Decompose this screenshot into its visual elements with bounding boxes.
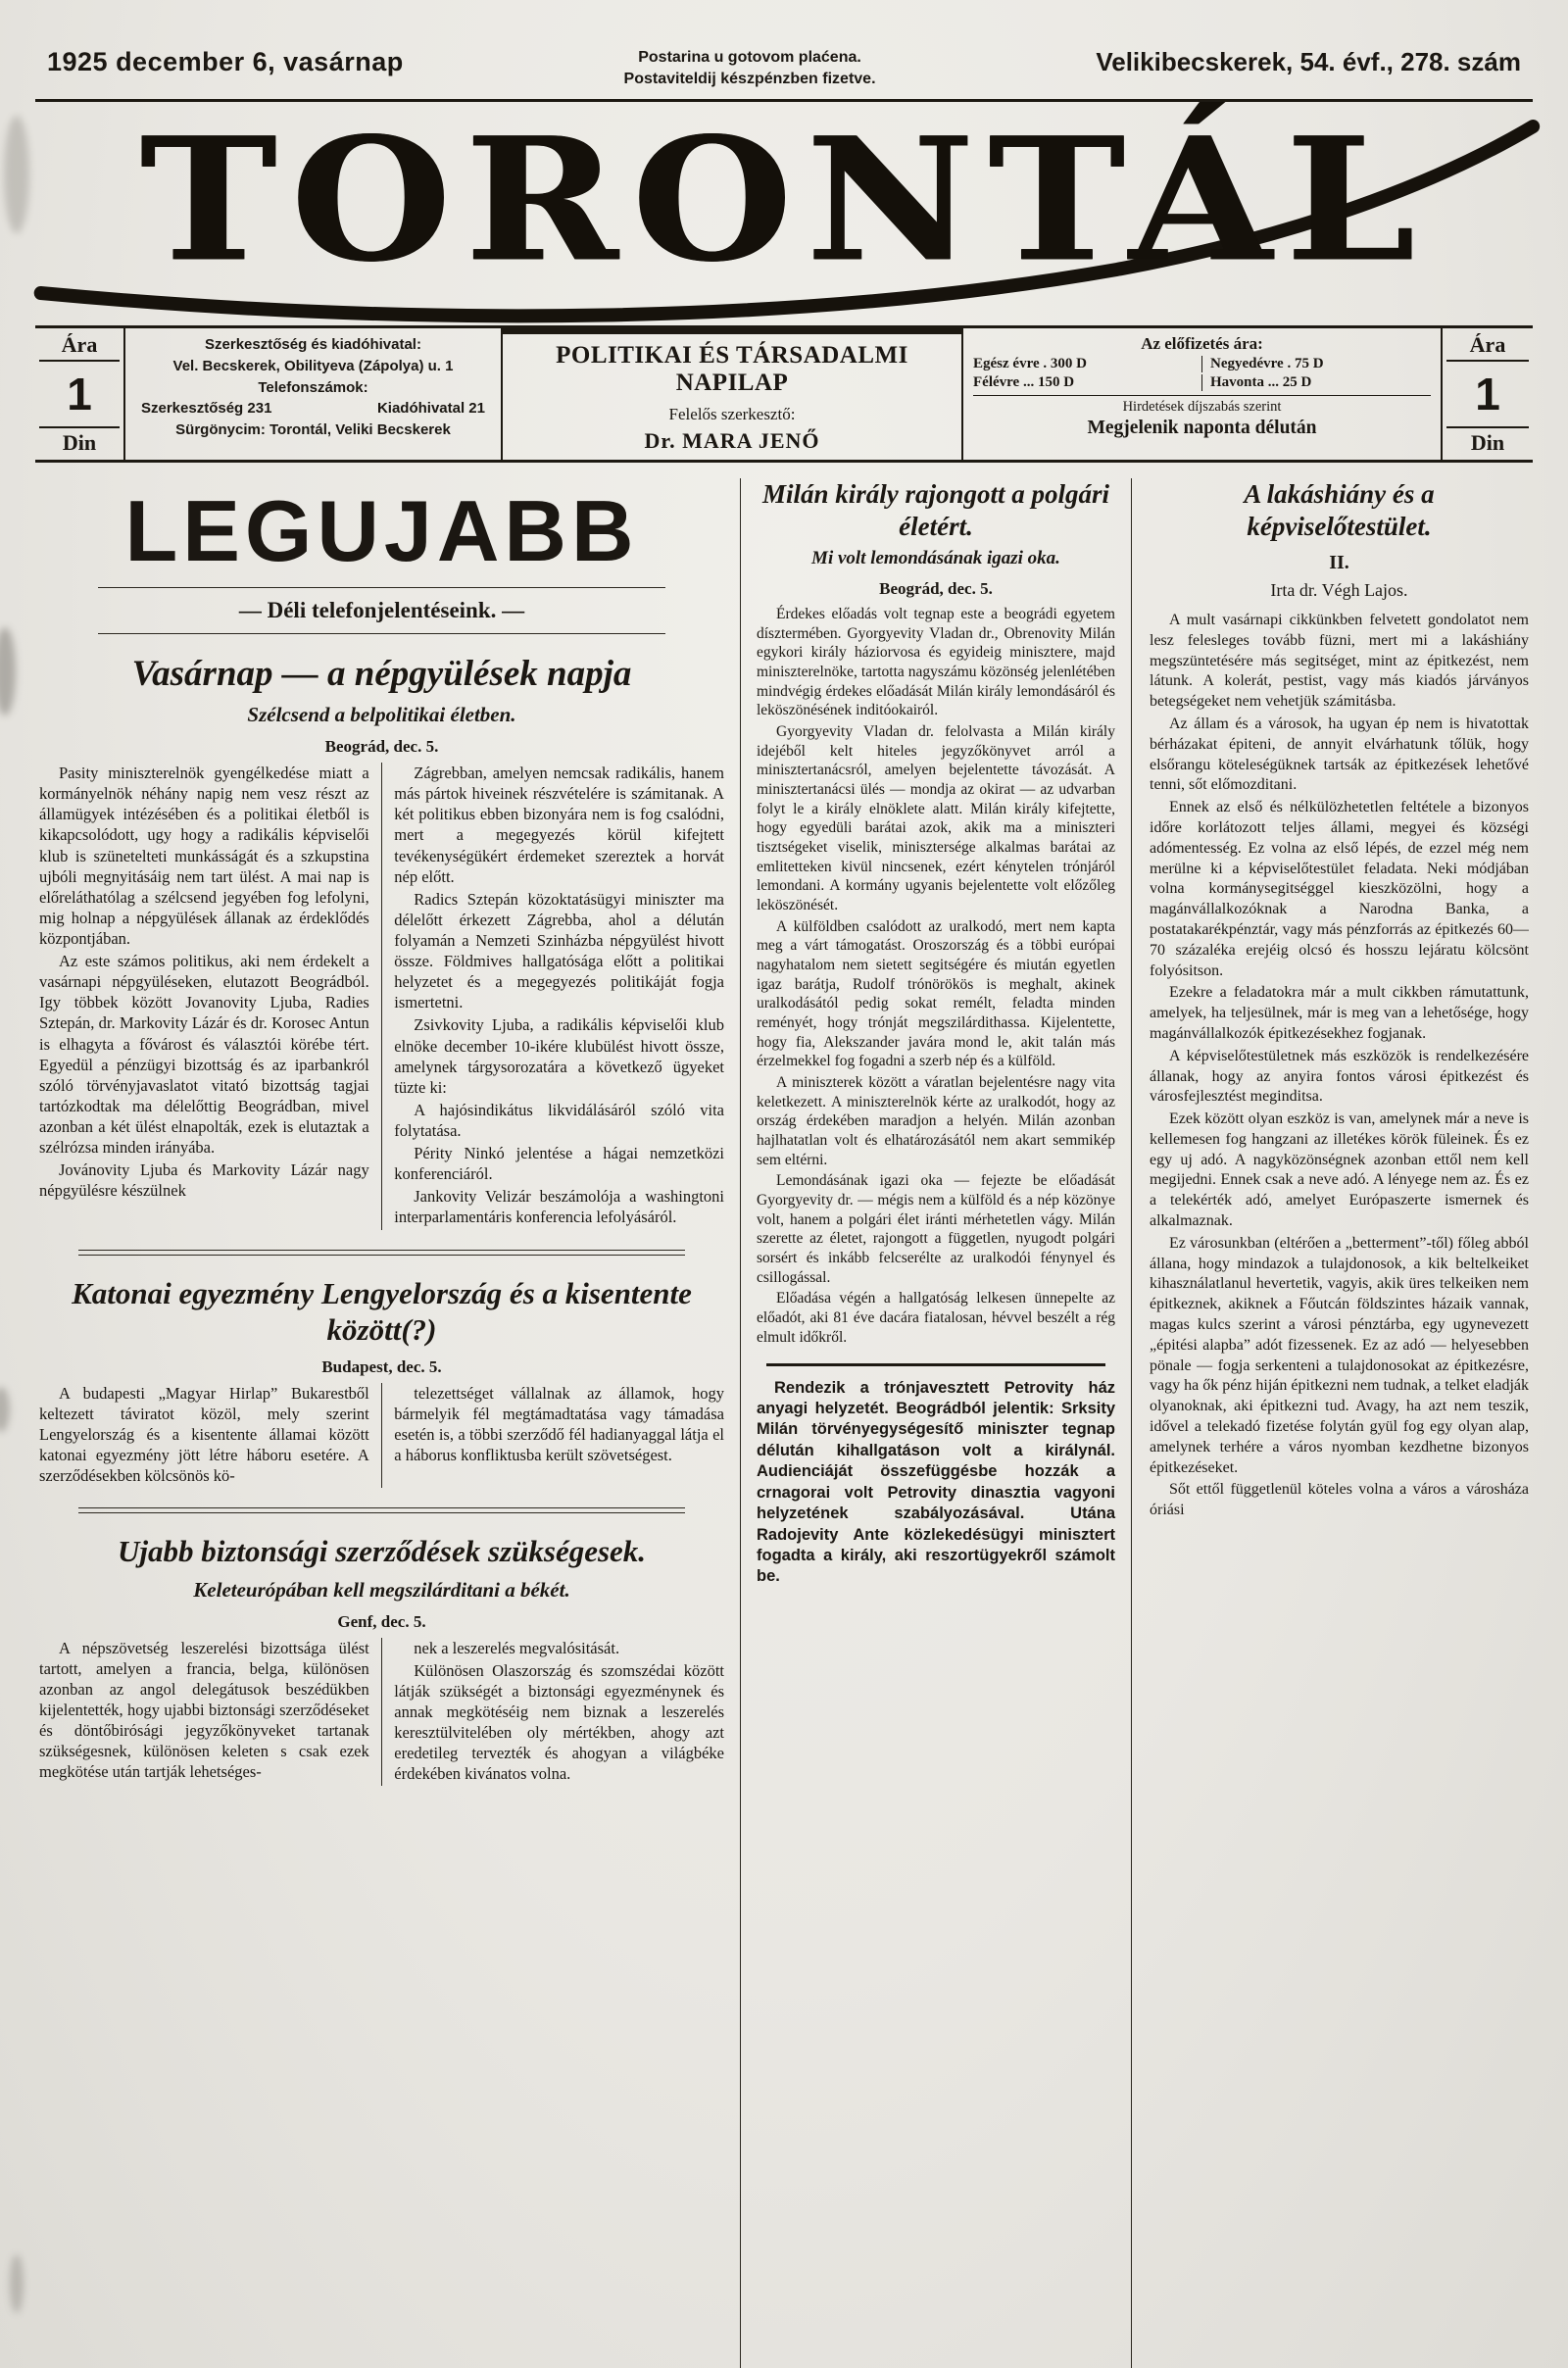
brief-petrovity-haz [757,1378,1115,1588]
article-separator [766,1363,1105,1366]
office-label: Szerkesztőség és kiadóhivatal: [205,336,421,354]
paragraph: Radics Sztepán közoktatásügyi miniszter ma délelőtt érkezett Zágrebba, ahol a délután folyamán a Nemzeti Szinházba népgyülést hivott össze. Földmives hallgatósága előtt a politikai helyzetet és a megegyezés politikáját fogja ismertetni. [394,889,724,1012]
article-title: A lakáshiány és a képviselőtestület. [1244,479,1435,541]
paragraph: A hajósindikátus likvidálásáról szóló vita folytatása. [394,1100,724,1140]
subscription-title: Az előfizetés ára: [1141,334,1263,354]
paragraph: Gyorgyevity Vladan dr. felolvasta a Milán király idejéből kelt hiteles jegyzőkönyvet arról a minisztertanácsról, amelyen bejelentette távozását. A minisztertanácsi ülés — mondja az okirat — az udvarban folyt le a király elnöklete alatt. Milán király kifejtette, hogy egyedüli barátai azok, akik ma a miniszteri tisztségeket viselik, minisztersége alkalmas barátai az emlitetteken kivül nincsenek, ezért kénytelen trónjáról lemondani. A kormány ugyanis bejelentette volt előzőleg leköszönését. [757,723,1115,914]
column-middle [740,478,1132,2368]
paper-subtitle: POLITIKAI ÉS TÁRSADALMI NAPILAP [556,342,908,397]
subscription-row [973,356,1431,372]
paragraph: A mult vasárnapi cikkünkben felvetett gondolatot nem lesz felesleges tovább füzni, mert mi a lakáshiány megszüntetésére más segitséget, mint az épitkezést, nem látunk. A kolerát, pestist, vagy más kiadós járványos betegségeket nem vehetjük számitásba. [1150,611,1529,711]
top-info-bar [0,0,1568,99]
paragraph: Périty Ninkó jelentése a hágai nemzetközi konferenciáról. [394,1144,724,1184]
text-subcolumn [39,1638,369,1787]
editorial-office-box [125,328,503,460]
vertical-rule [381,763,383,1229]
price-unit: Din [1446,426,1529,456]
phone-editorial: Szerkesztőség 231 [141,400,272,418]
article-biztonsagi-szerzodesek [39,1533,724,1786]
two-column-text [39,1638,724,1787]
editor-label: Felelős szerkesztő: [668,405,796,424]
paragraph: Az állam és a városok, ha ugyan ép nem is hivatottak bérházakat épiteni, de annyit elvárhatunk tőlük, hogy elsőrangu köteleségüknek tartsák az épitkezések lehetővé tenni, sőt előmozditani. [1150,715,1529,794]
paragraph: Az este számos politikus, aki nem érdekelt a vasárnapi népgyüléseken, elutazott Beográdból. Igy többek között Jovanovity Ljuba, Radies Sztepán, dr. Markovity Lázár és dr. Korosec Antun is elhagyta a fővárost és választói körébe tért. Egyedül a pénzügyi bizottság és az iparbankról szóló törvényjavaslatot vitató bizottság tagjai tartózkodtak ma délelőttig Beográdban, mivel azonban a két ülést elnapolták, ezek is elutaztak a szélrózsa minden irányába. [39,952,369,1158]
price-quarter-year: Negyedévre . 75 D [1210,356,1324,372]
article-separator [78,1250,685,1256]
price-value: 1 [67,369,92,420]
paragraph: Ezekre a feladatokra már a mult cikkben rámutattunk, amelyek, ha teljesülnek, már is meg van a lehetősége, hogy magánvállalkozók épitkezésekhez fogjanak. [1150,984,1529,1042]
article-body [757,605,1115,1348]
scan-artifact [10,2254,24,2313]
office-address: Vel. Becskerek, Obilityeva (Zápolya) u. 1 [172,357,454,374]
paragraph: Zsivkovity Ljuba, a radikális képviselői klub elnöke december 10-ikére klubülést hivott össze, amelynek tárgysorozatára a következő ügyeket tüzte ki: [394,1015,724,1097]
horizontal-rule [98,587,665,588]
paragraph: Lemondásának igazi oka — fejezte be előadását Gyorgyevity dr. — mégis nem a külföld és a nép közönye volt, hanem a polgári élet iránti mérhetetlen vágy. Milán szerette az életet, rajongott a független, nyugodt polgári sorsért és inkább felcserélte az uralkodói fénynyel és csillogással. [757,1172,1115,1286]
two-column-text [39,763,724,1229]
info-bar [35,325,1533,463]
postal-line1: Postarina u gotovom plaćena. [638,49,861,66]
article-title: Katonai egyezmény Lengyelország és a kisentente között(?) [72,1275,692,1347]
article-katonai-egyezmeny [39,1275,724,1489]
paragraph: A miniszterek között a váratlan bejelentésre nagy vita keletkezett. A miniszterelnök kérte az uralkodót, hogy az ország érdekében maradjon a helyén. Milán azonban hajlhatatlan volt és elhatározásától nem akart semmikép sem eltérni. [757,1074,1115,1168]
price-label: Ára [39,332,120,362]
paragraph: A külföldben csalódott az uralkodó, mert nem kapta meg a várt támogatást. Oroszország és a többi európai nagyhatalom nem sietett segitségére és miután egyetlen igaz barátja, Rudolf trónörökös is meghalt, akinek uralkodásától pedig sokat remélt, feladta minden reményét, hogy trónját megszilárdithassa. Kijelentette, hogy fia, Alekszander javára mond le, akit talán más érzelmekkel fog fogadni a szerb nép és a külföld. [757,917,1115,1070]
text-subcolumn [39,1383,369,1489]
dateline: Genf, dec. 5. [337,1611,426,1631]
paragraph: Ezek között olyan eszköz is van, amelynek már a neve is kellemesen fog hangzani az illetékes körök füleinek. És ez egy uj adó. A nagyközönségnek azonban ettől nem kell megijedni. Ennek csak a neve adó. A lényege nem az. És ez a telekérték adó, amelyet Európaszerte ismernek és alkalmaznak. [1150,1110,1529,1230]
text-subcolumn [394,1383,724,1489]
page-content [39,478,1529,2368]
article-body [1150,611,1529,1521]
issue-date: 1925 december 6, vasárnap [47,47,404,76]
article-title: Ujabb biztonsági szerződések szükségesek. [117,1534,647,1569]
column-left [39,478,740,2368]
article-title: Vasárnap — a népgyülések napja [131,653,632,694]
postal-notice [624,47,876,89]
paragraph: A budapesti „Magyar Hirlap” Bukarestből keltezett táviratot közöl, mely szerint Lengyelország és a kisentente államai között katonai egyezmény jött létre háboru esetére. A szerződésekben kölcsönös kö- [39,1383,369,1486]
column-right [1132,478,1529,2368]
article-nepgyulesek [39,654,724,1230]
paragraph: A képviselőtestületnek más eszközök is rendelkezésére állanak, hogy az anyira fontos városi épitkezést és városfejlesztést meginditsa. [1150,1047,1529,1106]
paragraph: Különösen Olaszország és szomszédai között látják szükségét a biztonsági egyezménynek és annak megkötéséig nem biznak a leszerelés keresztülvitelében oly mértékben, ahogy azt eredetileg tervezték és ahogyan a világbéke érdekében kivánatos volna. [394,1660,724,1784]
horizontal-rule [98,633,665,634]
phones-label: Telefonszámok: [258,378,368,396]
price-box-right [1443,328,1533,460]
text-subcolumn [394,763,724,1229]
vertical-rule [381,1383,383,1489]
article-milan-kiraly [757,478,1115,1347]
article-lakashiany [1150,478,1529,1521]
scan-artifact [4,116,29,233]
postal-line2: Postaviteldij készpénzben fizetve. [623,70,876,87]
paragraph: Jovánovity Ljuba és Markovity Lázár nagy népgyülésre készülnek [39,1160,369,1201]
paragraph: nek a leszerelés megvalósitását. [414,1638,620,1657]
price-full-year: Egész évre . 300 D [973,356,1202,372]
text-subcolumn [394,1638,724,1787]
price-box-left [35,328,125,460]
scan-artifact [0,1387,10,1432]
article-subtitle: Keleteurópában kell megszilárditani a békét. [193,1577,570,1602]
phone-numbers [135,398,491,419]
article-subtitle: Szélcsend a belpolitikai életben. [247,703,516,727]
article-byline: Irta dr. Végh Lajos. [1270,579,1408,600]
price-monthly: Havonta ... 25 D [1210,374,1312,391]
paper-subtitle-box [503,328,963,460]
paragraph: telezettséget vállalnak az államok, hogy bármelyik fél megtámadtatása vagy támadása esetén is, a többi szerződő fél hadianyaggal látja el a háborus konfliktusba került szövetségest. [394,1383,724,1465]
section-subtitle-telefonjelentesek: — Déli telefonjelentéseink. — [238,597,525,622]
subscription-box [963,328,1443,460]
paragraph: Érdekes előadás volt tegnap este a beográdi egyetem dísztermében. Gyorgyevity Vladan dr., Obrenovity Milán egykori király háziorvosa és egyideig minisztere, majd miniszterelnöke, tartotta nagyszámu közönség jelenlétében mindvégig érdekes előadását Milán király lemondásáról és leköszönésének inditóokairól. [757,605,1115,719]
paragraph: Ennek az első és nélkülözhetetlen feltétele a bizonyos időre korlátozott teljes állami, megyei és községi adómentesség. Ez volna az első lépés, de ezzel még nem merülne ki a képviselőtestület feladata. Neki módjában volna kormánysegitséggel kieszközölni, hogy a magánvállalkozóknak a Narodna Banka, a postatakarékpénztár, vagy más pénzforrás az épitkezés 60—70 százaléka erejéig olcsó és hosszu lejáratu kölcsönt folyósitson. [1150,799,1529,979]
phone-publisher: Kiadóhivatal 21 [376,400,485,418]
dateline: Beográd, dec. 5. [879,578,993,598]
price-label: Ára [1446,332,1529,362]
edition-info: Velikibecskerek, 54. évf., 278. szám [1096,47,1521,76]
ads-note: Hirdetések díjszabás szerint [973,395,1431,416]
newspaper-title: TORONTÁL [139,100,1429,300]
vertical-rule [381,1638,383,1787]
paragraph: Zágrebban, amelyen nemcsak radikális, hanem más pártok hiveinek részvételére is számitanak. A két politikus ebben bizonyára nem is fog csalódni, mert a megegyezés körül kifejtett tevékenységükért érdemeket szereztek a horvát nép előtt. [394,764,724,886]
telegram-address: Sürgönycim: Torontál, Veliki Becskerek [175,421,451,439]
article-subtitle: Mi volt lemondásának igazi oka. [811,547,1060,568]
price-half-year: Félévre ... 150 D [973,374,1202,391]
article-separator [78,1507,685,1513]
paragraph: Rendezik a trónjavesztett Petrovity ház anyagi helyzetét. Beográdból jelentik: Srksity Milán törvényegységesítő miniszter tegnap délután kihallgatáson volt a királynál. Audienciáját összefüggésbe hozzák a crnagorai volt Petrovity dinasztia vagyoni helyzetének szabályozásával. Utána Radojevity Ante közlekedésügyi minisztert fogadta a király, aki reszortügyekről számolt be. [757,1378,1115,1586]
paragraph: Pasity miniszterelnök gyengélkedése miatt a kormányelnök néhány napig nem vesz részt az államügyek intézésében és a politikai életből is kikapcsolódott, ugy hogy a radikális képviselői klub is szünetelteti munkásságát és a szkupstina ujbóli megnyitásáig nem tart ülést. A mai nap is előreláthatólag a szélcsend jegyében fog lefolyni, mig holnap a népgyülések állanak az érdeklődés központjában. [39,764,369,948]
text-subcolumn [39,763,369,1229]
paragraph: Előadása végén a hallgatóság lelkesen ünnepelte az előadót, aki 81 éve dacára fiatalosan, hévvel beszélt a rég elmult időkről. [757,1290,1115,1346]
paragraph: Jankovity Velizár beszámolója a washingtoni interparlamentáris konferencia lefolyásáról. [394,1187,724,1227]
masthead [24,100,1544,323]
paragraph: Ez városunkban (eltérően a „betterment”-től) főleg abból állana, hogy mindazok a tulajdonosok, a kik beltelkeiket kihasználatlanul hevertetik, vagyis, akik üres telkeiken nem épitkeznek, akiknek a Főutcán földszintes házaik vannak, magas kulcs szerint a városi pénztárba, egy ugynevezett „épitési alapba” adót fizessenek. Ez az adó — helyesebben pönale — fogja serkenteni a tulajdonosokat az épitkezésre, vagy ha ők pénz hiján épitkezni nem tudnak, a telket eladják olyanoknak, aki épitkezni tud. Avagy, ha azt nem teszik, idővel a telekadó fizetése folytán gyül fog egy olyan alap, amelynek terhére a város nyomban kezdhetne bizonyos épitkezéseket. [1150,1234,1529,1476]
scan-artifact [0,627,16,715]
subscription-row [973,374,1431,391]
publication-schedule: Megjelenik naponta délután [1087,418,1317,439]
price-unit: Din [39,426,120,456]
section-title-legujabb: LEGUJABB [124,482,639,580]
price-value: 1 [1475,369,1500,420]
article-title: Milán király rajongott a polgári életért. [761,479,1110,541]
two-column-text [39,1383,724,1489]
paragraph: Sőt ettől függetlenül köteles volna a város a városháza óriási [1150,1481,1529,1519]
article-part-number: II. [1329,551,1349,573]
dateline: Beográd, dec. 5. [324,737,439,757]
editor-name: Dr. MARA JENŐ [644,428,820,454]
dateline: Budapest, dec. 5. [321,1357,442,1376]
paragraph: A népszövetség leszerelési bizottsága ülést tartott, amelyen a francia, belga, különösen azonban az angol delegátusok beszédükben kijelentették, hogy ujabbi biztonsági szerződéseket és döntőbirósági jegyzőkönyveket tartanak szükségesnek, különösen keleten s csak ezek megkötése után tartják lehetséges- [39,1638,369,1782]
